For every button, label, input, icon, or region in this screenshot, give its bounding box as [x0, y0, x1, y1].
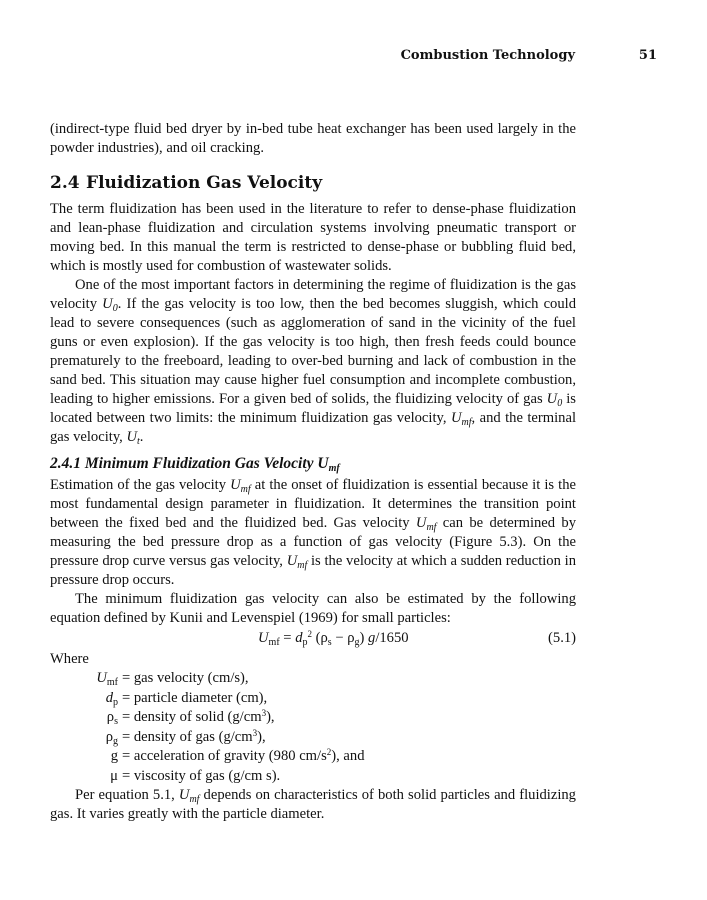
page-body — [50, 120, 576, 824]
variable-row — [50, 747, 576, 767]
variable-list — [50, 669, 576, 786]
variable-symbol: μ — [110, 767, 118, 784]
variable-definition: = particle diameter (cm), — [122, 689, 268, 706]
intro-paragraph: (indirect-type fluid bed dryer by in-bed tube heat exchanger has been used largely in the powder industries), and oil cracking. — [50, 121, 576, 156]
symbol-ut: $U_t$ — [126, 429, 140, 447]
symbol-umf: $U_{mf}$ — [450, 410, 472, 428]
section-heading — [50, 172, 576, 194]
closing-paragraph: Per equation 5.1, $U_{mf}$ depends on characteristics of both solid particles and fluidizing gas. It varies greatly with the particle diameter. — [50, 787, 576, 822]
subsection-paragraph-1: Estimation of the gas velocity $U_{mf}$ at the onset of fluidization is essential because it is the most fundamental design parameter in fluidization. It determines the transition point between the fixed bed and the fluidized bed. Gas velocity $U_{mf}$ can be determined by measuring the bed pressure drop as a function of gas velocity (Figure 5.3). On the pressure drop curve versus gas velocity, $U_{mf}$ is the velocity at which a sudden reduction in pressure drop occurs. — [50, 477, 576, 588]
equation-5-1 — [50, 629, 576, 650]
symbol-umf: $U_{mf}$ — [415, 515, 437, 533]
subsection-title: Minimum Fluidization Gas Velocity — [84, 455, 314, 472]
variable-definition: = gas velocity (cm/s), — [122, 670, 249, 686]
variable-row — [50, 708, 576, 728]
variable-row — [50, 669, 576, 689]
variable-symbol: g — [110, 748, 118, 764]
equation-number: (5.1) — [548, 630, 576, 646]
variable-symbol: $\rho_s$ — [106, 709, 118, 727]
variable-definition: = density of solid $(g/cm^3)$, — [122, 708, 275, 725]
equation-expression: $U_{mf} = d_p^2$ $(\rho_s - \rho_g)$ g/1650 — [258, 629, 409, 648]
subsection-symbol: $U_{mf}$ — [317, 455, 340, 474]
variable-symbol: $\rho_g$ — [105, 728, 118, 747]
section-title: Fluidization Gas Velocity — [86, 173, 323, 193]
running-header — [50, 48, 657, 70]
where-label: Where — [50, 651, 89, 667]
running-title: Combustion Technology — [400, 48, 575, 63]
section-number: 2.4 — [50, 173, 80, 193]
symbol-umf: $U_{mf}$ — [230, 477, 251, 495]
variable-row — [50, 689, 576, 709]
symbol-umf: $U_{mf}$ — [286, 553, 308, 571]
subsection-number: 2.4.1 — [50, 455, 81, 472]
symbol-u0: $U_0$ — [102, 296, 118, 314]
variable-definition: = density of gas $(g/cm^3)$, — [122, 727, 266, 745]
variable-symbol: $d_p$ — [105, 689, 118, 708]
symbol-u0: $U_0$ — [546, 391, 563, 409]
variable-row — [50, 767, 576, 787]
variable-row — [50, 728, 576, 748]
symbol-umf: $U_{mf}$ — [178, 787, 200, 805]
subsection-heading — [50, 454, 576, 474]
page-number: 51 — [638, 48, 657, 63]
variable-definition: = viscosity of gas (g/cm s). — [122, 767, 281, 784]
subsection-paragraph-2: The minimum fluidization gas velocity can also be estimated by the following equation defined by Kunii and Levenspiel (1969) for small particles: — [50, 591, 576, 626]
variable-symbol: $U_{mf}$ — [96, 670, 118, 688]
variable-definition: = acceleration of gravity (980 $cm/s^2$), and — [122, 747, 365, 764]
section-paragraph-2: One of the most important factors in determining the regime of fluidization is the gas velocity $U_0$. If the gas velocity is too low, then the bed becomes sluggish, which could lead to severe consequences (such as agglomeration of sand in the vicinity of the fuel guns or even explosion). If the gas velocity is too high, then fresh feeds could bounce prematurely to the freeboard, leading to over-bed burning and lack of combustion in the sand bed. This situation may cause higher fuel consumption and incomplete combustion, leading to higher emissions. For a given bed of solids, the fluidizing velocity of gas $U_0$ is located between two limits: the minimum fluidization gas velocity, $U_{mf}$, and the terminal gas velocity, $U_t$. — [50, 277, 576, 447]
section-paragraph-1: The term fluidization has been used in the literature to refer to dense-phase fluidization and lean-phase fluidization and circulation systems involving pneumatic transport or moving bed. In this manual the term is restricted to dense-phase or bubbling fluid bed, which is mostly used for combustion of wastewater solids. — [50, 201, 576, 274]
